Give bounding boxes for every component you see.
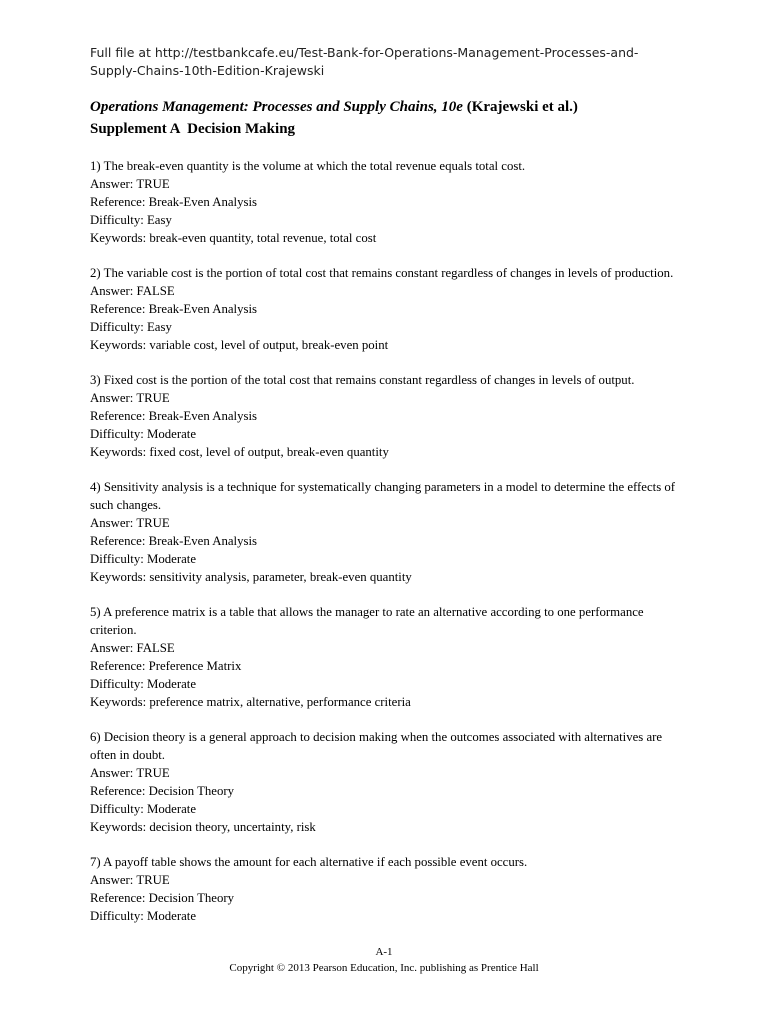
question-answer: Answer: TRUE [90, 176, 170, 191]
question-difficulty: Difficulty: Moderate [90, 677, 197, 692]
question-item [90, 372, 690, 462]
question-list [90, 158, 690, 944]
question-item [90, 479, 690, 586]
book-title-line [90, 96, 690, 118]
question-keywords: Keywords: decision theory, uncertainty, risk [90, 819, 316, 834]
question-answer: Answer: FALSE [90, 641, 175, 656]
page-footer [0, 944, 768, 976]
question-question: 5) A preference matrix is a table that allows the manager to rate an alternative according to one performance criterion. [90, 605, 644, 638]
question-keywords: Keywords: preference matrix, alternative, performance criteria [90, 694, 411, 709]
question-question: 2) The variable cost is the portion of total cost that remains constant regardless of changes in levels of production. [90, 266, 674, 281]
question-item [90, 604, 690, 711]
question-question: 6) Decision theory is a general approach to decision making when the outcomes associated with alternatives are often in doubt. [90, 730, 663, 763]
supplement-title: Supplement A Decision Making [90, 121, 296, 137]
question-difficulty: Difficulty: Moderate [90, 802, 197, 817]
source-line-2: Supply-Chains-10th-Edition-Krajewski [90, 63, 325, 78]
question-difficulty: Difficulty: Easy [90, 212, 172, 227]
question-reference: Reference: Break-Even Analysis [90, 409, 258, 424]
question-keywords: Keywords: variable cost, level of output, break-even point [90, 337, 389, 352]
question-reference: Reference: Break-Even Analysis [90, 301, 258, 316]
question-reference: Reference: Preference Matrix [90, 659, 242, 674]
book-title: Operations Management: Processes and Supply Chains, 10e [90, 99, 463, 115]
question-difficulty: Difficulty: Moderate [90, 909, 197, 924]
question-answer: Answer: TRUE [90, 391, 170, 406]
question-question: 7) A payoff table shows the amount for each alternative if each possible event occurs. [90, 855, 528, 870]
source-note [90, 44, 690, 80]
question-difficulty: Difficulty: Easy [90, 319, 172, 334]
question-question: 4) Sensitivity analysis is a technique for systematically changing parameters in a model to determine the effects of such changes. [90, 480, 676, 513]
question-keywords: Keywords: sensitivity analysis, parameter, break-even quantity [90, 569, 412, 584]
question-difficulty: Difficulty: Moderate [90, 426, 197, 441]
question-reference: Reference: Decision Theory [90, 891, 235, 906]
source-line-1: Full file at http://testbankcafe.eu/Test-Bank-for-Operations-Management-Processes-and- [90, 45, 639, 60]
document-header [90, 96, 690, 140]
question-difficulty: Difficulty: Moderate [90, 552, 197, 566]
question-item [90, 158, 690, 248]
question-keywords: Keywords: fixed cost, level of output, break-even quantity [90, 444, 389, 459]
question-reference: Reference: Break-Even Analysis [90, 194, 258, 209]
question-reference: Reference: Break-Even Analysis [90, 534, 258, 549]
question-reference: Reference: Decision Theory [90, 784, 235, 799]
question-item [90, 265, 690, 355]
question-question: 1) The break-even quantity is the volume at which the total revenue equals total cost. [90, 159, 526, 173]
question-answer: Answer: TRUE [90, 766, 170, 781]
page-number: A-1 [375, 946, 393, 958]
question-answer: Answer: TRUE [90, 873, 170, 888]
question-question: 3) Fixed cost is the portion of the total cost that remains constant regardless of changes in levels of output. [90, 373, 635, 388]
question-item [90, 854, 690, 926]
question-answer: Answer: FALSE [90, 284, 175, 299]
question-item [90, 729, 690, 836]
copyright-notice: Copyright © 2013 Pearson Education, Inc. publishing as Prentice Hall [229, 962, 539, 974]
book-authors: (Krajewski et al.) [466, 99, 578, 115]
question-keywords: Keywords: break-even quantity, total revenue, total cost [90, 230, 377, 245]
question-answer: Answer: TRUE [90, 516, 170, 531]
